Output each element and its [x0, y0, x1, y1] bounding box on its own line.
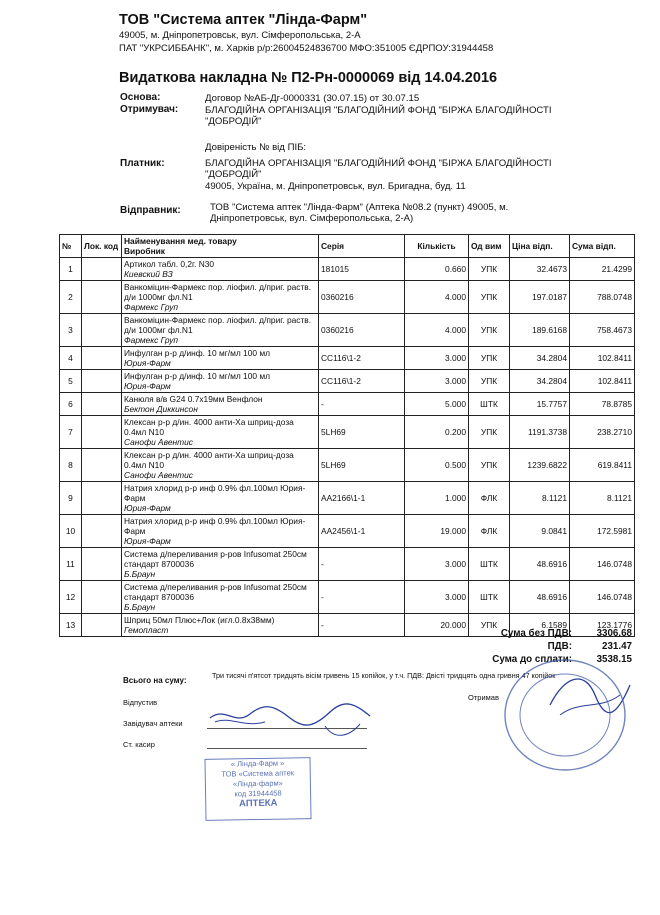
basis-value: Договор №АБ-Дг-0000331 (30.07.15) от 30.07.15 — [205, 93, 420, 104]
received-label: Отримав — [468, 693, 499, 702]
cell-sum: 102.8411 — [570, 347, 635, 370]
header-series: Серія — [319, 235, 405, 258]
item-name: Клексан р-р д/ин. 4000 анти-Ха шприц-доза 0.4мл N10 — [124, 417, 294, 437]
cell-series: СС116\1-2 — [319, 370, 405, 393]
cell-no: 7 — [60, 416, 82, 449]
cell-no: 10 — [60, 515, 82, 548]
cell-series: - — [319, 548, 405, 581]
header-maker-label: Виробник — [124, 246, 165, 256]
table-row — [60, 581, 635, 614]
cell-no: 1 — [60, 258, 82, 281]
item-maker: Б.Браун — [124, 569, 156, 579]
item-name: Канюля в/в G24 0.7x19мм Венфлон — [124, 394, 263, 404]
cell-no: 4 — [60, 347, 82, 370]
recipient-value: БЛАГОДІЙНА ОРГАНІЗАЦІЯ "БЛАГОДІЙНИЙ ФОНД "БІРЖА БЛАГОДІЙНОСТІ "ДОБРОДІЙ" — [205, 105, 552, 127]
header-qty: Кількість — [405, 235, 469, 258]
item-name: Ванкоміцин-Фармекс пор. ліофил. д/приг. раств. д/и 1000мг фл.N1 — [124, 282, 312, 302]
cell-unit: УПК — [469, 314, 510, 347]
table-row — [60, 393, 635, 416]
cell-qty: 0.660 — [405, 258, 469, 281]
cell-unit: УПК — [469, 416, 510, 449]
pharmacy-stamp — [204, 757, 311, 821]
header-sum: Сума відп. — [570, 235, 635, 258]
stamp-line-3: «Лінда-фарм» — [232, 778, 283, 789]
cell-sum: 123.1776 — [570, 614, 635, 637]
cell-qty: 3.000 — [405, 347, 469, 370]
header-unit: Од вим — [469, 235, 510, 258]
table-row — [60, 416, 635, 449]
payer-value: БЛАГОДІЙНА ОРГАНІЗАЦІЯ "БЛАГОДІЙНИЙ ФОНД "БІРЖА БЛАГОДІЙНОСТІ "ДОБРОДІЙ" — [205, 158, 552, 180]
cell-name — [122, 581, 319, 614]
in-words-label: Всього на суму: — [123, 676, 187, 685]
cell-name — [122, 314, 319, 347]
cell-unit: ФЛК — [469, 515, 510, 548]
cell-series: - — [319, 393, 405, 416]
stamp-line-5: АПТЕКА — [238, 797, 278, 810]
cell-sum: 21.4299 — [570, 258, 635, 281]
cell-no: 13 — [60, 614, 82, 637]
item-name: Ванкоміцин-Фармекс пор. ліофил. д/приг. раств. д/и 1000мг фл.N1 — [124, 315, 312, 335]
item-maker: Б.Браун — [124, 602, 156, 612]
header-price: Ціна відп. — [510, 235, 570, 258]
items-table — [59, 234, 635, 637]
item-name: Шприц 50мл Плюс+Лок (игл.0.8x38мм) — [124, 615, 275, 625]
cell-unit: УПК — [469, 370, 510, 393]
sender-label: Відправник: — [120, 205, 181, 216]
item-maker: Санофи Авентис — [124, 470, 193, 480]
cell-code — [82, 258, 122, 281]
table-row — [60, 258, 635, 281]
cell-no: 2 — [60, 281, 82, 314]
cell-sum: 146.0748 — [570, 581, 635, 614]
cell-code — [82, 482, 122, 515]
cell-qty: 0.500 — [405, 449, 469, 482]
table-row — [60, 515, 635, 548]
cell-unit: УПК — [469, 258, 510, 281]
item-maker: Юрия-Фарм — [124, 536, 171, 546]
no-vat-value: 3306.68 — [596, 628, 632, 639]
payer-address: 49005, Україна, м. Дніпропетровськ, вул. Бригадна, буд. 11 — [205, 181, 466, 192]
cell-price: 8.1121 — [510, 482, 570, 515]
cell-unit: УПК — [469, 347, 510, 370]
cell-price: 15.7757 — [510, 393, 570, 416]
cell-series: 5LH69 — [319, 416, 405, 449]
cell-series: СС116\1-2 — [319, 347, 405, 370]
cell-series: АА2166\1-1 — [319, 482, 405, 515]
no-vat-label: Сума без ПДВ: — [500, 628, 572, 639]
cell-code — [82, 548, 122, 581]
cell-qty: 0.200 — [405, 416, 469, 449]
cell-sum: 78.8785 — [570, 393, 635, 416]
item-name: Артикол табл. 0,2г. N30 — [124, 259, 215, 269]
item-maker: Юрия-Фарм — [124, 381, 171, 391]
cell-name — [122, 548, 319, 581]
cell-price: 48.6916 — [510, 548, 570, 581]
cell-price: 1191.3738 — [510, 416, 570, 449]
stamp-line-2: ТОВ «Система аптек — [221, 768, 295, 779]
item-maker: Киевский ВЗ — [124, 269, 173, 279]
cell-qty: 19.000 — [405, 515, 469, 548]
cell-name — [122, 347, 319, 370]
item-maker: Бектон Диккинсон — [124, 404, 198, 414]
cell-qty: 1.000 — [405, 482, 469, 515]
cell-series: - — [319, 581, 405, 614]
cell-series: 0360216 — [319, 281, 405, 314]
sender-value: ТОВ "Система аптек "Лінда-Фарм" (Аптека №08.2 (пункт) 49005, м. Дніпропетровськ, вул. Сімферопольська, 2-А) — [210, 202, 509, 224]
table-row — [60, 347, 635, 370]
table-header-row — [60, 235, 635, 258]
cell-sum: 619.8411 — [570, 449, 635, 482]
cell-sum: 102.8411 — [570, 370, 635, 393]
cell-name — [122, 482, 319, 515]
table-row — [60, 548, 635, 581]
cell-unit: УПК — [469, 281, 510, 314]
cell-series: 5LH69 — [319, 449, 405, 482]
item-name: Инфулган р-р д/инф. 10 мг/мл 100 мл — [124, 371, 271, 381]
cell-code — [82, 370, 122, 393]
header-name-label: Найменування мед. товару — [124, 236, 237, 246]
cell-code — [82, 449, 122, 482]
vat-label: ПДВ: — [547, 641, 572, 652]
cell-name — [122, 370, 319, 393]
item-name: Натрия хлорид р-р инф 0.9% фл.100мл Юрия-Фарм — [124, 483, 306, 503]
cell-code — [82, 281, 122, 314]
cell-name — [122, 281, 319, 314]
cell-qty: 20.000 — [405, 614, 469, 637]
cell-no: 5 — [60, 370, 82, 393]
cell-no: 12 — [60, 581, 82, 614]
cell-unit: ШТК — [469, 393, 510, 416]
cell-name — [122, 258, 319, 281]
cell-name — [122, 614, 319, 637]
cell-no: 8 — [60, 449, 82, 482]
cell-sum: 8.1121 — [570, 482, 635, 515]
payer-label: Платник: — [120, 158, 165, 169]
header-code: Лок. код — [82, 235, 122, 258]
total-label: Сума до сплати: — [492, 654, 572, 665]
document-title: Видаткова накладна № П2-Рн-0000069 від 14.04.2016 — [119, 70, 498, 86]
cell-qty: 4.000 — [405, 281, 469, 314]
cell-series: АА2456\1-1 — [319, 515, 405, 548]
item-name: Система д/переливания р-ров Infusomat 250см стандарт 8700036 — [124, 549, 307, 569]
recipient-label: Отримувач: — [120, 104, 179, 115]
in-words-value: Три тисячі п'ятсот тридцять вісім гривень 15 копійок, у т.ч. ПДВ: Двісті тридцять одна гривня 47 копійок — [212, 671, 556, 680]
vat-value: 231.47 — [602, 641, 632, 652]
item-maker: Юрия-Фарм — [124, 358, 171, 368]
manager-label: Завідувач аптеки — [123, 719, 183, 728]
cell-sum: 172.5981 — [570, 515, 635, 548]
cell-series: 181015 — [319, 258, 405, 281]
cell-code — [82, 614, 122, 637]
item-maker: Юрия-Фарм — [124, 503, 171, 513]
cell-qty: 3.000 — [405, 370, 469, 393]
table-row — [60, 482, 635, 515]
cell-price: 197.0187 — [510, 281, 570, 314]
cell-series: - — [319, 614, 405, 637]
item-maker: Фармекс Груп — [124, 302, 179, 312]
cell-price: 34.2804 — [510, 347, 570, 370]
cell-name — [122, 515, 319, 548]
cell-code — [82, 393, 122, 416]
cell-price: 48.6916 — [510, 581, 570, 614]
cell-qty: 3.000 — [405, 581, 469, 614]
cell-unit: УПК — [469, 614, 510, 637]
item-name: Клексан р-р д/ин. 4000 анти-Ха шприц-доза 0.4мл N10 — [124, 450, 294, 470]
seller-name: ТОВ "Система аптек "Лінда-Фарм" — [119, 12, 368, 28]
cell-qty: 5.000 — [405, 393, 469, 416]
stamp-line-1: « Лінда-Фарм » — [230, 758, 285, 769]
cell-no: 6 — [60, 393, 82, 416]
cell-sum: 758.4673 — [570, 314, 635, 347]
proxy-value: Довіреність № від ПІБ: — [205, 142, 307, 153]
cell-price: 9.0841 — [510, 515, 570, 548]
cell-code — [82, 314, 122, 347]
item-maker: Санофи Авентис — [124, 437, 193, 447]
item-maker: Фармекс Груп — [124, 335, 179, 345]
cell-no: 3 — [60, 314, 82, 347]
cell-no: 9 — [60, 482, 82, 515]
cell-price: 6.1589 — [510, 614, 570, 637]
cell-code — [82, 416, 122, 449]
shipped-label: Відпустив — [123, 698, 158, 707]
header-no: № — [60, 235, 82, 258]
total-value: 3538.15 — [596, 654, 632, 665]
cell-unit: УПК — [469, 449, 510, 482]
cell-code — [82, 581, 122, 614]
cell-price: 189.6168 — [510, 314, 570, 347]
item-name: Натрия хлорид р-р инф 0.9% фл.100мл Юрия-Фарм — [124, 516, 306, 536]
cell-price: 1239.6822 — [510, 449, 570, 482]
header-name — [122, 235, 319, 258]
cell-sum: 788.0748 — [570, 281, 635, 314]
cell-series: 0360216 — [319, 314, 405, 347]
cell-qty: 4.000 — [405, 314, 469, 347]
cell-sum: 146.0748 — [570, 548, 635, 581]
cell-code — [82, 347, 122, 370]
cell-unit: ШТК — [469, 581, 510, 614]
item-name: Инфулган р-р д/инф. 10 мг/мл 100 мл — [124, 348, 271, 358]
cell-sum: 238.2710 — [570, 416, 635, 449]
table-row — [60, 314, 635, 347]
cell-price: 32.4673 — [510, 258, 570, 281]
item-name: Система д/переливания р-ров Infusomat 250см стандарт 8700036 — [124, 582, 307, 602]
table-row — [60, 281, 635, 314]
cell-name — [122, 416, 319, 449]
table-row — [60, 370, 635, 393]
stamp-line-4: код 31944458 — [234, 788, 282, 799]
cell-unit: ФЛК — [469, 482, 510, 515]
cell-name — [122, 393, 319, 416]
cashier-label: Ст. касир — [123, 740, 155, 749]
basis-label: Основа: — [120, 92, 161, 103]
manager-signature — [205, 696, 375, 751]
round-stamp — [500, 655, 630, 775]
item-maker: Гемопласт — [124, 625, 169, 635]
seller-bank: ПАТ "УКРСИББАНК", м. Харків р/р:26004524836700 МФО:351005 ЄДРПОУ:31944458 — [119, 43, 494, 54]
table-row — [60, 449, 635, 482]
cell-qty: 3.000 — [405, 548, 469, 581]
cell-name — [122, 449, 319, 482]
cell-no: 11 — [60, 548, 82, 581]
cell-unit: ШТК — [469, 548, 510, 581]
seller-address: 49005, м. Дніпропетровськ, вул. Сімферопольська, 2-А — [119, 30, 361, 41]
cell-code — [82, 515, 122, 548]
cell-price: 34.2804 — [510, 370, 570, 393]
